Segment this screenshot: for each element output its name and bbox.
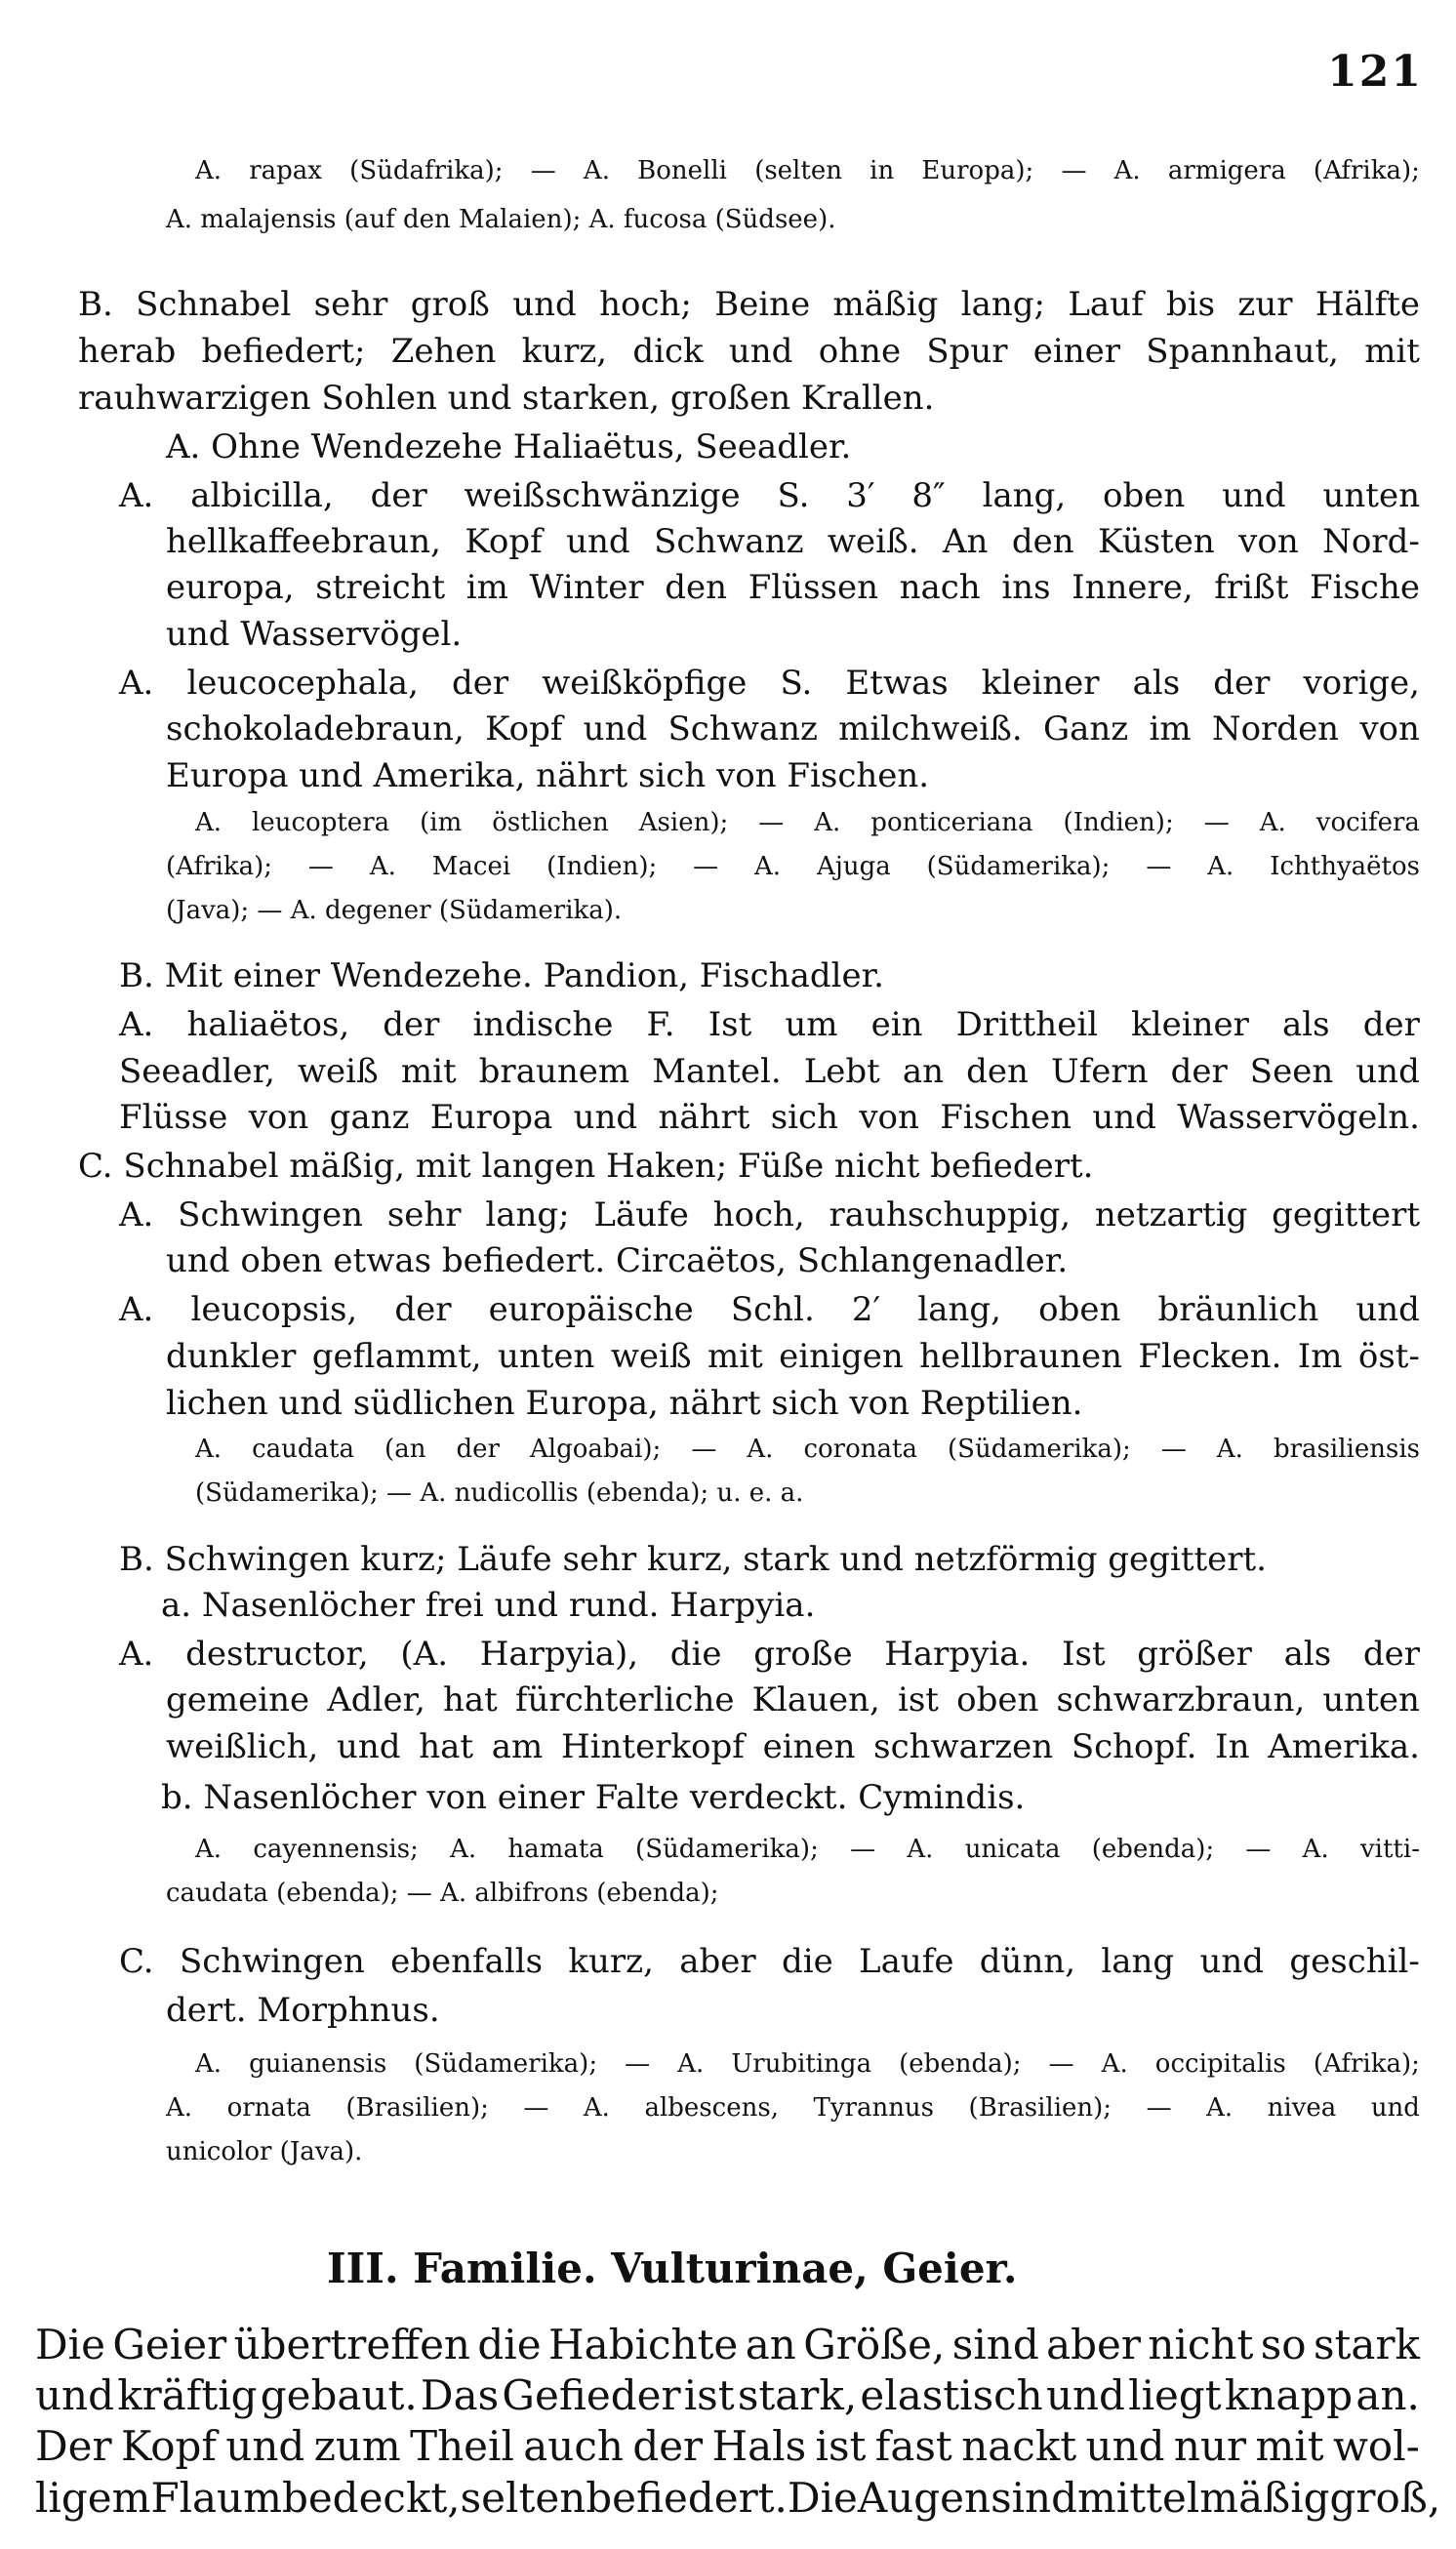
text-line: III. Familie. Vulturinae, Geier.	[327, 2245, 1018, 2292]
text-line: Der Kopf und zum Theil auch der Hals ist fast nackt und nur mit wol-	[35, 2422, 1420, 2470]
text-line: rauhwarzigen Sohlen und starken, großen Krallen.	[78, 379, 935, 418]
text-line: Seeadler, weiß mit braunem Mantel. Lebt an den Ufern der Seen und	[119, 1052, 1420, 1091]
text-line: A. Schwingen sehr lang; Läufe hoch, rauhschuppig, netzartig gegittert	[119, 1195, 1420, 1234]
text-line: A. leucopsis, der europäische Schl. 2′ lang, oben bräunlich und	[119, 1290, 1420, 1329]
text-line: caudata (ebenda); — A. albifrons (ebenda);	[166, 1879, 719, 1908]
text-line: A. caudata (an der Algoabai); — A. coronata (Südamerika); — A. brasiliensis	[195, 1435, 1420, 1464]
text-line: ligem Flaum bedeckt, selten befiedert. Die Augen sind mittelmäßig groß,	[35, 2474, 1441, 2522]
page-number: 121	[1327, 47, 1423, 97]
text-line: schokoladebraun, Kopf und Schwanz milchweiß. Ganz im Norden von	[166, 709, 1420, 749]
text-line: (Südamerika); — A. nudicollis (ebenda); u. e. a.	[195, 1478, 804, 1508]
text-line: europa, streicht im Winter den Flüssen nach ins Innere, frißt Fische	[166, 568, 1420, 607]
text-line: A. destructor, (A. Harpyia), die große Harpyia. Ist größer als der	[119, 1635, 1420, 1674]
text-line: A. Ohne Wendezehe Haliaëtus, Seeadler.	[166, 427, 852, 466]
text-line: Flüsse von ganz Europa und nährt sich von Fischen und Wasservögeln.	[119, 1098, 1420, 1137]
text-line: weißlich, und hat am Hinterkopf einen schwarzen Schopf. In Amerika.	[166, 1727, 1420, 1766]
text-line: und oben etwas befiedert. Circaëtos, Schlangenadler.	[166, 1241, 1069, 1280]
text-line: Europa und Amerika, nährt sich von Fischen.	[166, 756, 930, 795]
text-line: B. Schnabel sehr groß und hoch; Beine mäßig lang; Lauf bis zur Hälfte	[78, 285, 1420, 324]
text-line: und kräftig gebaut. Das Gefieder ist stark, elastisch und liegt knapp an.	[35, 2371, 1420, 2419]
text-line: A. leucoptera (im östlichen Asien); — A. ponticeriana (Indien); — A. vocifera	[195, 808, 1420, 837]
text-line: A. ornata (Brasilien); — A. albescens, Tyrannus (Brasilien); — A. nivea und	[166, 2093, 1420, 2123]
text-line: unicolor (Java).	[166, 2137, 363, 2166]
text-line: C. Schnabel mäßig, mit langen Haken; Füße nicht befiedert.	[78, 1147, 1094, 1186]
text-line: (Java); — A. degener (Südamerika).	[166, 896, 623, 925]
text-line: A. albicilla, der weißschwänzige S. 3′ 8″ lang, oben und unten	[119, 476, 1420, 515]
text-line: C. Schwingen ebenfalls kurz, aber die Laufe dünn, lang und geschil-	[119, 1942, 1420, 1981]
text-line: B. Schwingen kurz; Läufe sehr kurz, stark und netzförmig gegittert.	[119, 1540, 1267, 1579]
text-line: dunkler geflammt, unten weiß mit einigen hellbraunen Flecken. Im öst-	[166, 1337, 1420, 1376]
text-line: A. malajensis (auf den Malaien); A. fucosa (Südsee).	[166, 205, 836, 234]
text-line: b. Nasenlöcher von einer Falte verdeckt. Cymindis.	[161, 1778, 1026, 1817]
text-line: A. haliaëtos, der indische F. Ist um ein Drittheil kleiner als der	[119, 1005, 1420, 1044]
text-line: A. rapax (Südafrika); — A. Bonelli (selten in Europa); — A. armigera (Afrika);	[195, 156, 1420, 185]
text-line: lichen und südlichen Europa, nährt sich von Reptilien.	[166, 1384, 1083, 1423]
text-line: (Afrika); — A. Macei (Indien); — A. Ajuga (Südamerika); — A. Ichthyaëtos	[166, 852, 1420, 881]
text-line: B. Mit einer Wendezehe. Pandion, Fischadler.	[119, 956, 884, 995]
text-line: und Wasservögel.	[166, 615, 463, 654]
text-line: A. guianensis (Südamerika); — A. Urubitinga (ebenda); — A. occipitalis (Afrika);	[195, 2049, 1420, 2079]
text-line: A. leucocephala, der weißköpfige S. Etwas kleiner als der vorige,	[119, 664, 1420, 703]
text-line: gemeine Adler, hat fürchterliche Klauen, ist oben schwarzbraun, unten	[166, 1680, 1420, 1720]
text-line: dert. Morphnus.	[166, 1991, 440, 2030]
text-line: herab befiedert; Zehen kurz, dick und ohne Spur einer Spannhaut, mit	[78, 332, 1420, 371]
text-line: A. cayennensis; A. hamata (Südamerika); — A. unicata (ebenda); — A. vitti-	[195, 1835, 1420, 1864]
text-line: a. Nasenlöcher frei und rund. Harpyia.	[161, 1586, 816, 1625]
text-line: Die Geier übertreffen die Habichte an Größe, sind aber nicht so stark	[35, 2321, 1420, 2368]
text-line: hellkaffeebraun, Kopf und Schwanz weiß. An den Küsten von Nord-	[166, 522, 1420, 561]
